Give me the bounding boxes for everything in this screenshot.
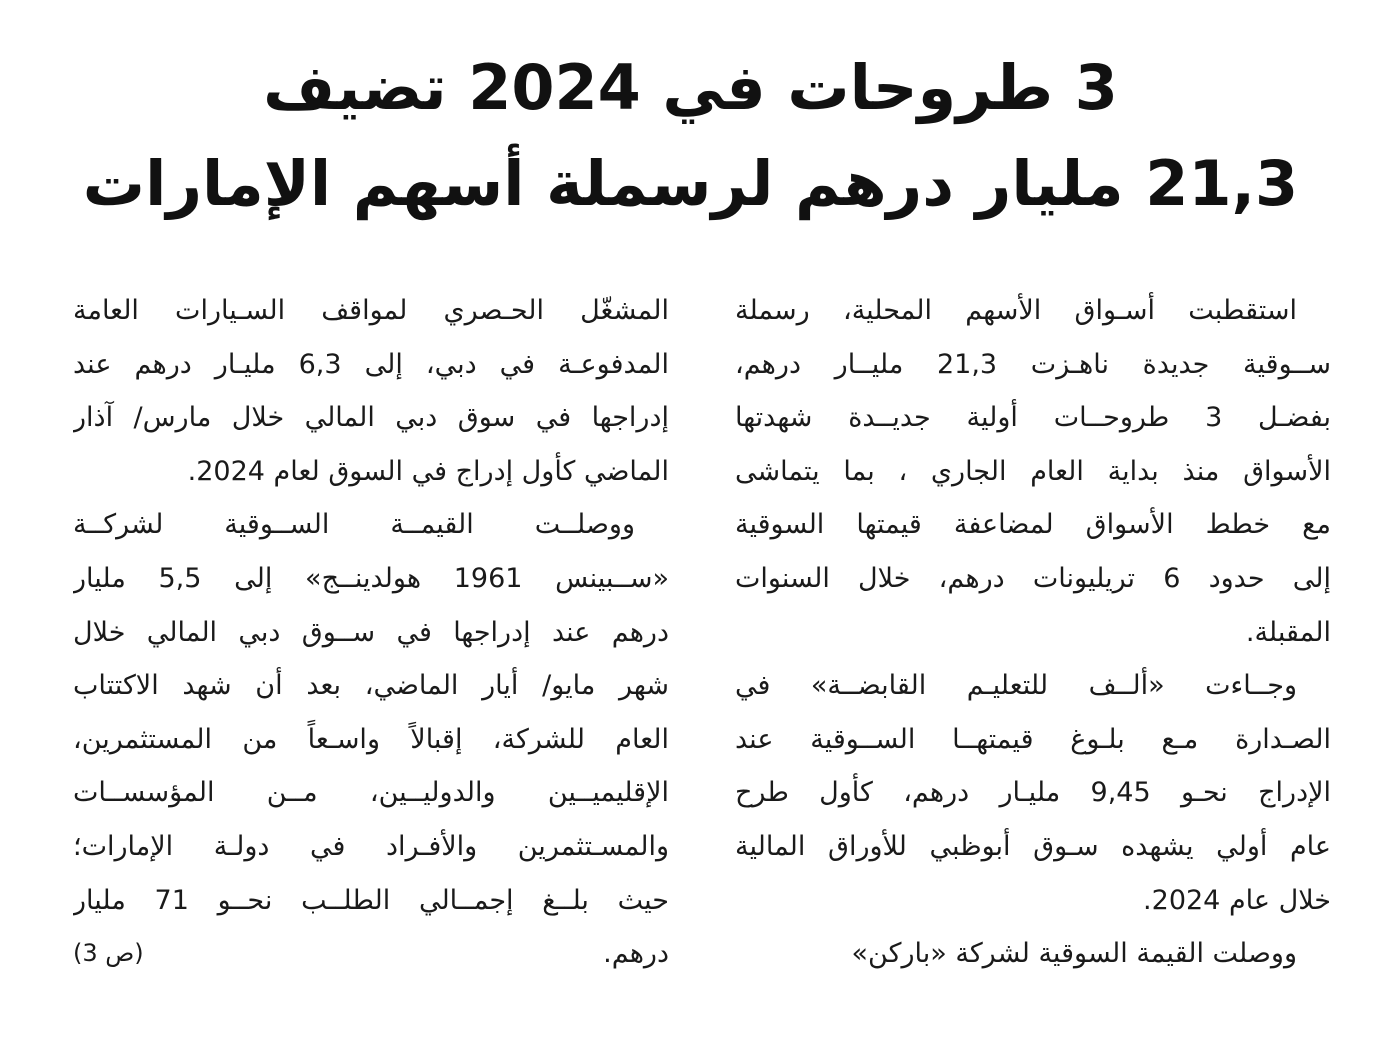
- headline-line-1: 3 طروحات في 2024 تضيف: [263, 51, 1118, 124]
- body-line: خلال عام 2024.: [1143, 884, 1331, 916]
- page-reference: (ص 3): [73, 939, 144, 968]
- body-line: العام للشركة، إقبالاً واسـعاً من المستثمرين،: [73, 723, 669, 755]
- body-line: بفضـل 3 طروحــات أولية جديــدة شهدتها: [735, 402, 1331, 434]
- headline-line-2: 21,3 مليار درهم لرسملة أسهم الإمارات: [82, 147, 1299, 220]
- body-line: ووصلــت القيمــة الســوقية لشركــة: [73, 509, 635, 541]
- body-line: الإدراج نحـو 9,45 مليـار درهم، كأول طرح: [735, 777, 1331, 809]
- body-line: الماضي كأول إدراج في السوق لعام 2024.: [187, 455, 669, 487]
- body-line: إلى حدود 6 تريليونات درهم، خلال السنوات: [735, 562, 1331, 594]
- body-line: درهم عند إدراجها في ســوق دبي المالي خلال: [73, 616, 669, 648]
- body-line: الأسواق منذ بداية العام الجاري ، بما يتماشى: [735, 455, 1331, 487]
- body-line: «ســبينس 1961 هولدينــج» إلى 5,5 مليار: [73, 562, 669, 594]
- article-column-right: [735, 284, 1331, 981]
- body-line: الصـدارة مـع بلـوغ قيمتهــا الســوقية عند: [735, 723, 1331, 755]
- body-line: الإقليميــين والدوليــين، مــن المؤسســات: [73, 777, 669, 809]
- body-line: استقطبت أسـواق الأسهم المحلية، رسملة: [735, 295, 1297, 326]
- body-line: المدفوعـة في دبي، إلى 6,3 مليـار درهم عند: [73, 348, 669, 380]
- body-line: حيث بلــغ إجمــالي الطلــب نحــو 71 مليار: [73, 884, 669, 916]
- body-line-final: درهم.: [603, 938, 669, 970]
- body-line: مع خطط الأسواق لمضاعفة قيمتها السوقية: [735, 509, 1331, 541]
- body-line: ووصلت القيمة السوقية لشركة «باركن»: [851, 938, 1297, 970]
- closing-row: [73, 927, 669, 981]
- body-line: إدراجها في سوق دبي المالي خلال مارس/ آذار: [73, 402, 669, 434]
- body-line: المقبلة.: [1245, 616, 1331, 648]
- article-column-left: [73, 284, 669, 981]
- body-line: ســوقية جديدة ناهـزت 21,3 مليــار درهم،: [735, 348, 1331, 380]
- body-line: وجــاءت «ألــف للتعليـم القابضــة» في: [735, 670, 1297, 702]
- body-line: والمسـتثمرين والأفـراد في دولـة الإمارات؛: [73, 830, 669, 862]
- body-line: المشغّل الحـصري لمواقف السـيارات العامة: [73, 295, 669, 326]
- article-headline: [60, 40, 1321, 232]
- body-line: شهر مايو/ أيار الماضي، بعد أن شهد الاكتتاب: [73, 670, 669, 702]
- body-line: عام أولي يشهده سـوق أبوظبي للأوراق المالية: [735, 830, 1331, 862]
